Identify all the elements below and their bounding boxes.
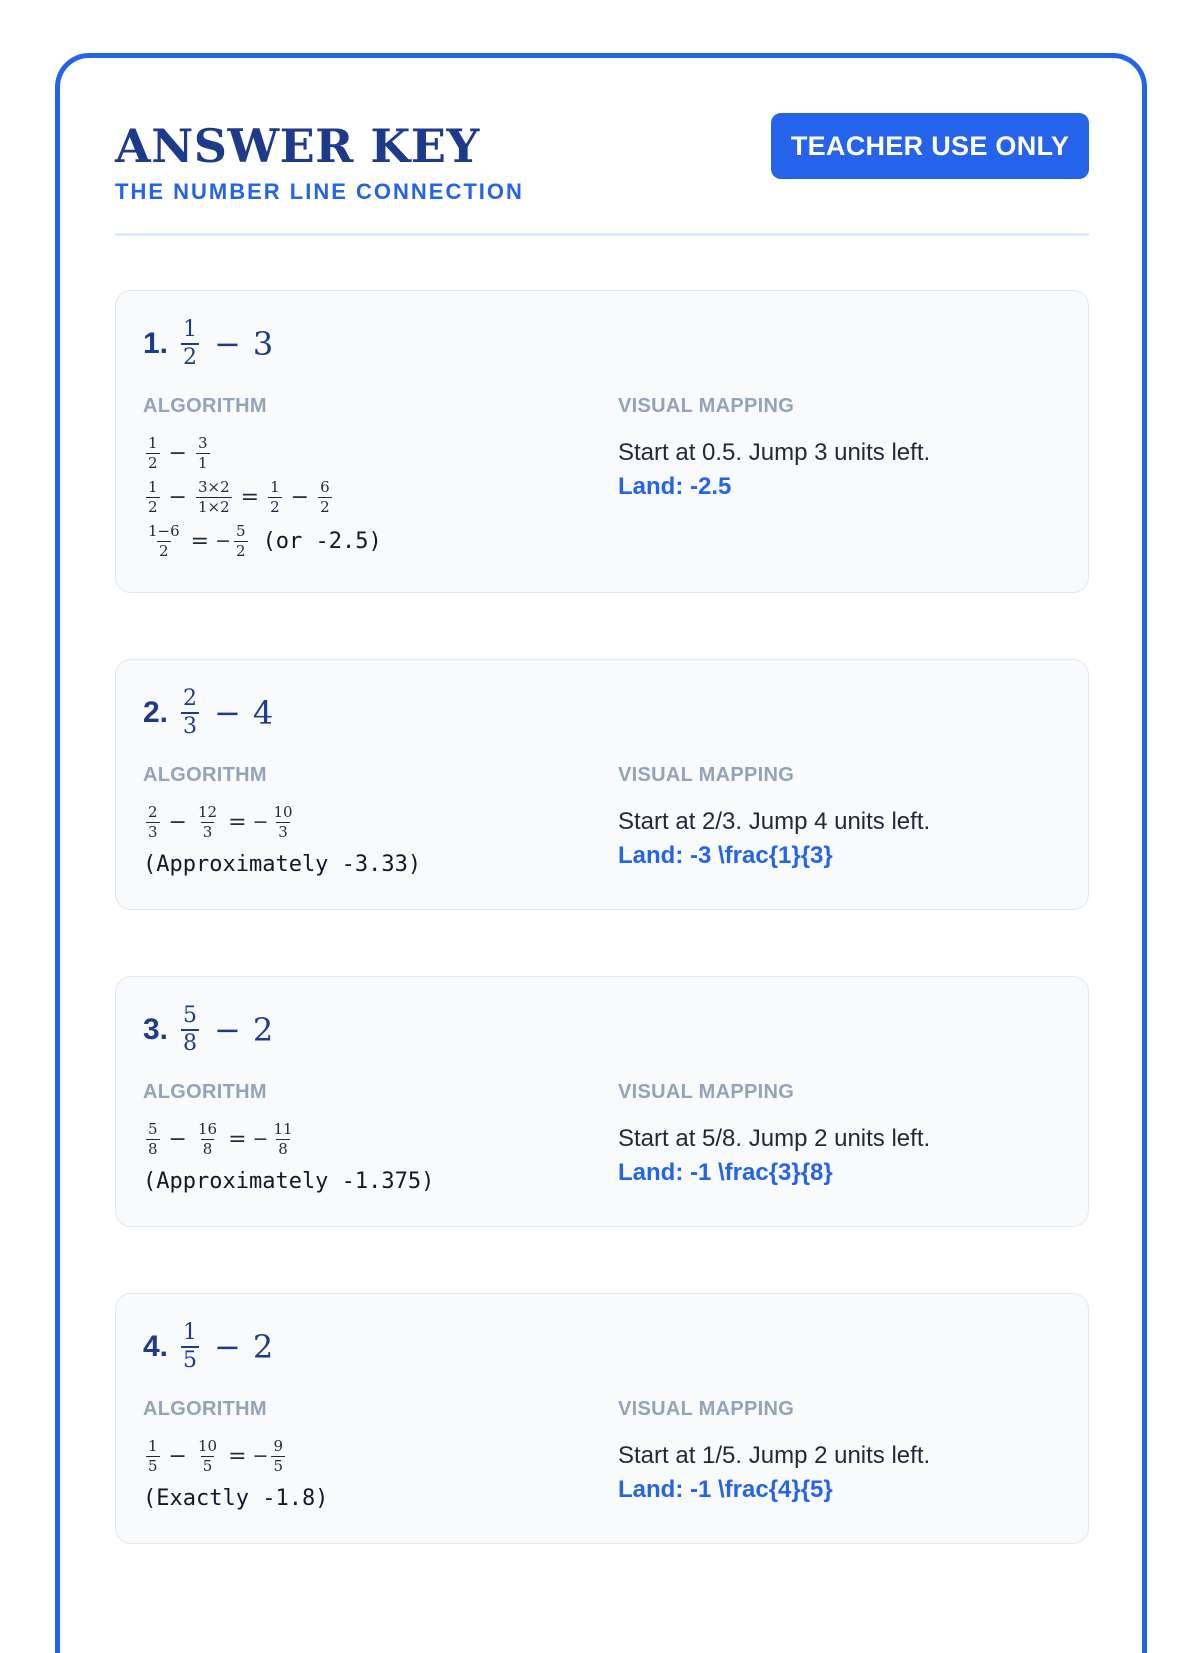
visual-mapping-label: VISUAL MAPPING xyxy=(618,764,795,786)
landing-value: Land: -1 \frac{4}{5} xyxy=(618,1476,833,1503)
problem-card-2 xyxy=(115,659,1089,910)
algorithm-line: $\frac{5}{8}$ − $\frac{16}{8}$ = − $\frac{11}{8}$ xyxy=(148,1119,293,1158)
visual-mapping-label: VISUAL MAPPING xyxy=(618,395,795,417)
landing-value: Land: -3 \frac{1}{3} xyxy=(618,842,833,869)
decimal-note: (or -2.5) xyxy=(262,528,382,554)
visual-mapping xyxy=(618,1122,930,1190)
visual-description: Start at 2/3. Jump 4 units left. xyxy=(618,808,931,835)
problem-card-4 xyxy=(115,1293,1089,1544)
problem-number: 2. xyxy=(143,696,169,729)
algorithm-steps xyxy=(143,1117,434,1201)
visual-description: Start at 0.5. Jump 3 units left. xyxy=(618,439,931,466)
algorithm-steps xyxy=(143,1434,328,1518)
fraction: $\frac{1}{2}$ xyxy=(183,317,198,370)
answer-key-sheet xyxy=(55,53,1147,1653)
algorithm-steps xyxy=(143,431,382,563)
visual-mapping xyxy=(618,805,930,873)
visual-mapping xyxy=(618,1439,930,1507)
problem-number: 3. xyxy=(143,1013,169,1046)
algorithm-label: ALGORITHM xyxy=(143,1081,267,1103)
problem-number: 4. xyxy=(143,1330,169,1363)
algorithm-line: $\frac{1}{2}$ − $\frac{3}{1}$ xyxy=(148,433,208,472)
visual-description: Start at 1/5. Jump 2 units left. xyxy=(618,1442,931,1469)
decimal-note: (Approximately -3.33) xyxy=(143,851,422,877)
visual-description: Start at 5/8. Jump 2 units left. xyxy=(618,1125,931,1152)
problem-heading xyxy=(143,319,273,369)
header xyxy=(115,113,1089,236)
page-subtitle: THE NUMBER LINE CONNECTION xyxy=(115,179,524,204)
problem-card-1 xyxy=(115,290,1089,593)
problem-heading xyxy=(143,1005,273,1055)
visual-mapping-label: VISUAL MAPPING xyxy=(618,1398,795,1420)
algorithm-line: $\frac{1}{2}$ − $\frac{3\times 2}{1\times 2}$ = $\frac{1}{2}$ − $\frac{6}{2}$ xyxy=(148,477,330,516)
problem-expression: $\frac{1}{2}$ − 3 xyxy=(183,317,274,370)
visual-mapping xyxy=(618,436,930,504)
algorithm-line: $\frac{1}{5}$ − $\frac{10}{5}$ = − $\frac{9}{5}$ xyxy=(148,1436,283,1475)
problem-card-3 xyxy=(115,976,1089,1227)
landing-value: Land: -2.5 xyxy=(618,473,732,500)
visual-mapping-label: VISUAL MAPPING xyxy=(618,1081,795,1103)
decimal-note: (Exactly -1.8) xyxy=(143,1485,329,1511)
problem-expression: $\frac{1}{5}$ − 2 xyxy=(183,1320,274,1373)
problem-number: 1. xyxy=(143,327,169,360)
algorithm-line: $\frac{1-6}{2}$ = − $\frac{5}{2}$ (or -2.5) xyxy=(148,521,382,560)
problem-heading xyxy=(143,688,273,738)
algorithm-steps xyxy=(143,800,421,884)
algorithm-label: ALGORITHM xyxy=(143,1398,267,1420)
problem-expression: $\frac{2}{3}$ − 4 xyxy=(183,686,274,739)
decimal-note: (Approximately -1.375) xyxy=(143,1168,435,1194)
page-title: ANSWER KEY xyxy=(115,119,480,173)
algorithm-line: $\frac{2}{3}$ − $\frac{12}{3}$ = − $\frac{10}{3}$ xyxy=(148,802,293,841)
teacher-use-badge: TEACHER USE ONLY xyxy=(771,113,1089,179)
landing-value: Land: -1 \frac{3}{8} xyxy=(618,1159,833,1186)
algorithm-label: ALGORITHM xyxy=(143,764,267,786)
problem-heading xyxy=(143,1322,273,1372)
algorithm-label: ALGORITHM xyxy=(143,395,267,417)
problem-expression: $\frac{5}{8}$ − 2 xyxy=(183,1003,274,1056)
